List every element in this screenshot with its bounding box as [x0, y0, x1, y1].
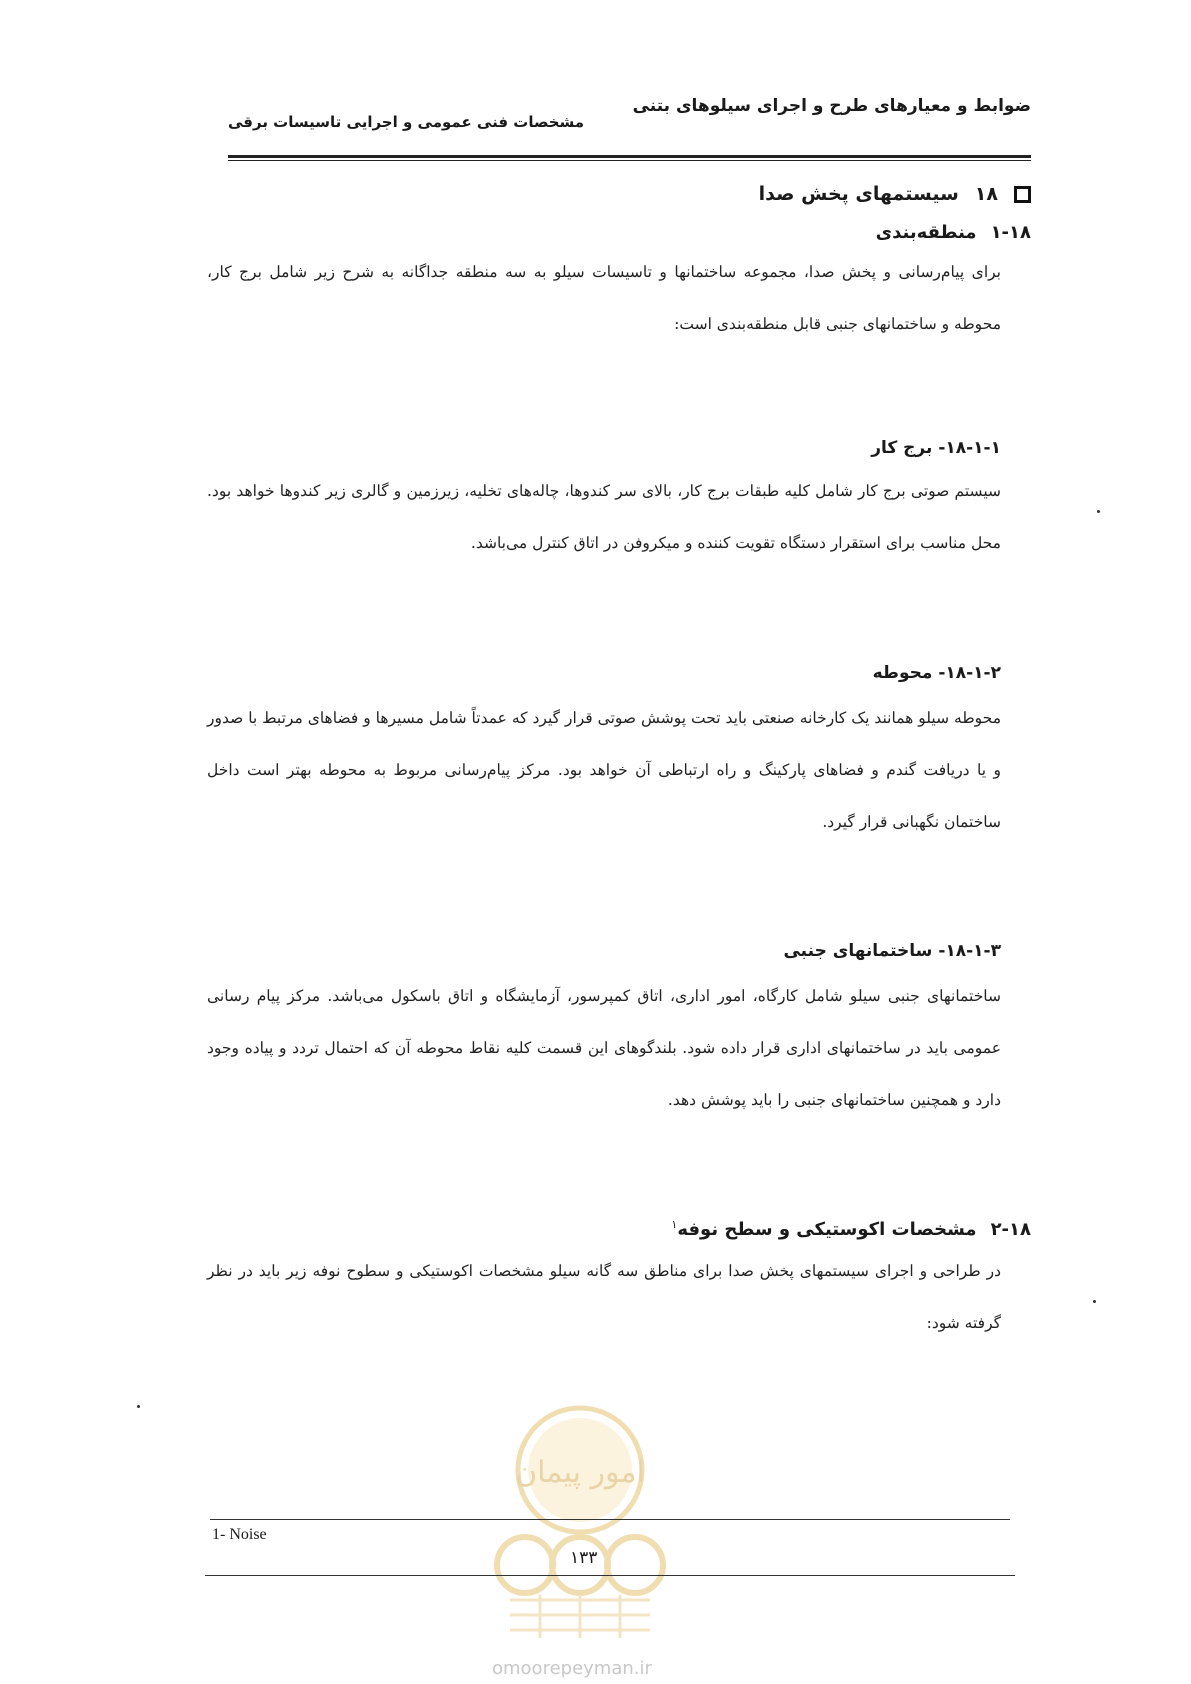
item-1-paragraph: سیستم صوتی برج کار شامل کلیه طبقات برج کار، بالای سر کندوها، چاله‌های تخلیه، زیرزمین و گالری زیر کندوها خواهد بود. محل مناسب برای استقرار دستگاه تقویت کننده و میکروفن در اتاق کنترل می‌باشد.	[207, 482, 1001, 552]
scan-speck	[1093, 1300, 1096, 1303]
footnote-rule	[210, 1519, 1010, 1520]
item-3-title: ساختمانهای جنبی	[783, 941, 933, 961]
scan-speck	[137, 1405, 140, 1408]
running-header-chapter-title: مشخصات فنی عمومی و اجرایی تاسیسات برقی	[228, 113, 585, 131]
section-title: سیستمهای پخش صدا	[758, 183, 959, 205]
footnote-text: 1- Noise	[212, 1526, 267, 1543]
subsection-2-title: مشخصات اکوستیکی و سطح نوفه	[677, 1219, 977, 1240]
subsection-2-paragraph: در طراحی و اجرای سیستمهای پخش صدا برای مناطق سه گانه سیلو مشخصات اکوستیکی و سطوح نوفه زیر باید در نظر گرفته شود:	[207, 1262, 1001, 1332]
item-1-heading	[871, 438, 1001, 458]
section-number: ۱۸	[974, 183, 998, 205]
publisher-logo-watermark	[480, 1400, 680, 1640]
running-header-book-title: ضوابط و معیارهای طرح و اجرای سیلوهای بتنی	[632, 96, 1031, 116]
header-rule-thick	[228, 155, 1031, 158]
item-3-paragraph: ساختمانهای جنبی سیلو شامل کارگاه، امور اداری، اتاق کمپرسور، آزمایشگاه و اتاق باسکول می‌باشد. مرکز پیام رسانی عمومی باید در ساختمانهای اداری قرار داده شود. بلندگوهای این قسمت کلیه نقاط محوطه آن که احتمال تردد و پیاده وجود دارد و همچنین ساختمانهای جنبی را باید پوشش دهد.	[207, 987, 1001, 1109]
scan-speck	[1097, 510, 1100, 513]
subsection-1-heading	[876, 222, 1031, 243]
item-2-number: ۱۸-۱-۲-	[938, 663, 1001, 683]
subsection-1-title: منطقه‌بندی	[875, 222, 977, 243]
footnote-marker: ۱	[671, 1218, 678, 1231]
section-heading	[759, 183, 1031, 205]
subsection-1-number: ۱-۱۸	[990, 222, 1031, 243]
page-number: ۱۳۳	[570, 1548, 598, 1568]
item-3-heading	[783, 941, 1001, 961]
subsection-2-number: ۲-۱۸	[990, 1219, 1031, 1240]
subsection-2-heading	[671, 1218, 1031, 1240]
item-1-title: برج کار	[871, 438, 933, 458]
item-2-heading	[873, 663, 1001, 683]
square-bullet-icon	[1014, 186, 1031, 203]
item-1-number: ۱۸-۱-۱-	[938, 438, 1001, 458]
header-rule-thin	[228, 160, 1031, 161]
item-2-title: محوطه	[872, 663, 933, 683]
watermark-url: omoorepeyman.ir	[492, 1658, 652, 1679]
logo-text: امور پیمان	[515, 1455, 645, 1490]
page-bottom-rule	[205, 1575, 1015, 1576]
item-3-number: ۱۸-۱-۳-	[938, 941, 1001, 961]
subsection-1-paragraph: برای پیام‌رسانی و پخش صدا، مجموعه ساختمانها و تاسیسات سیلو به سه منطقه جداگانه به شرح زیر شامل برج کار، محوطه و ساختمانهای جنبی قابل منطقه‌بندی است:	[207, 263, 1001, 333]
item-2-paragraph: محوطه سیلو همانند یک کارخانه صنعتی باید تحت پوشش صوتی قرار گیرد که عمدتاً شامل مسیرها و فضاهای مرتبط با صدور و یا دریافت گندم و فضاهای پارکینگ و راه ارتباطی آن خواهد بود. مرکز پیام‌رسانی مربوط به محوطه بهتر است داخل ساختمان نگهبانی قرار گیرد.	[207, 709, 1001, 831]
